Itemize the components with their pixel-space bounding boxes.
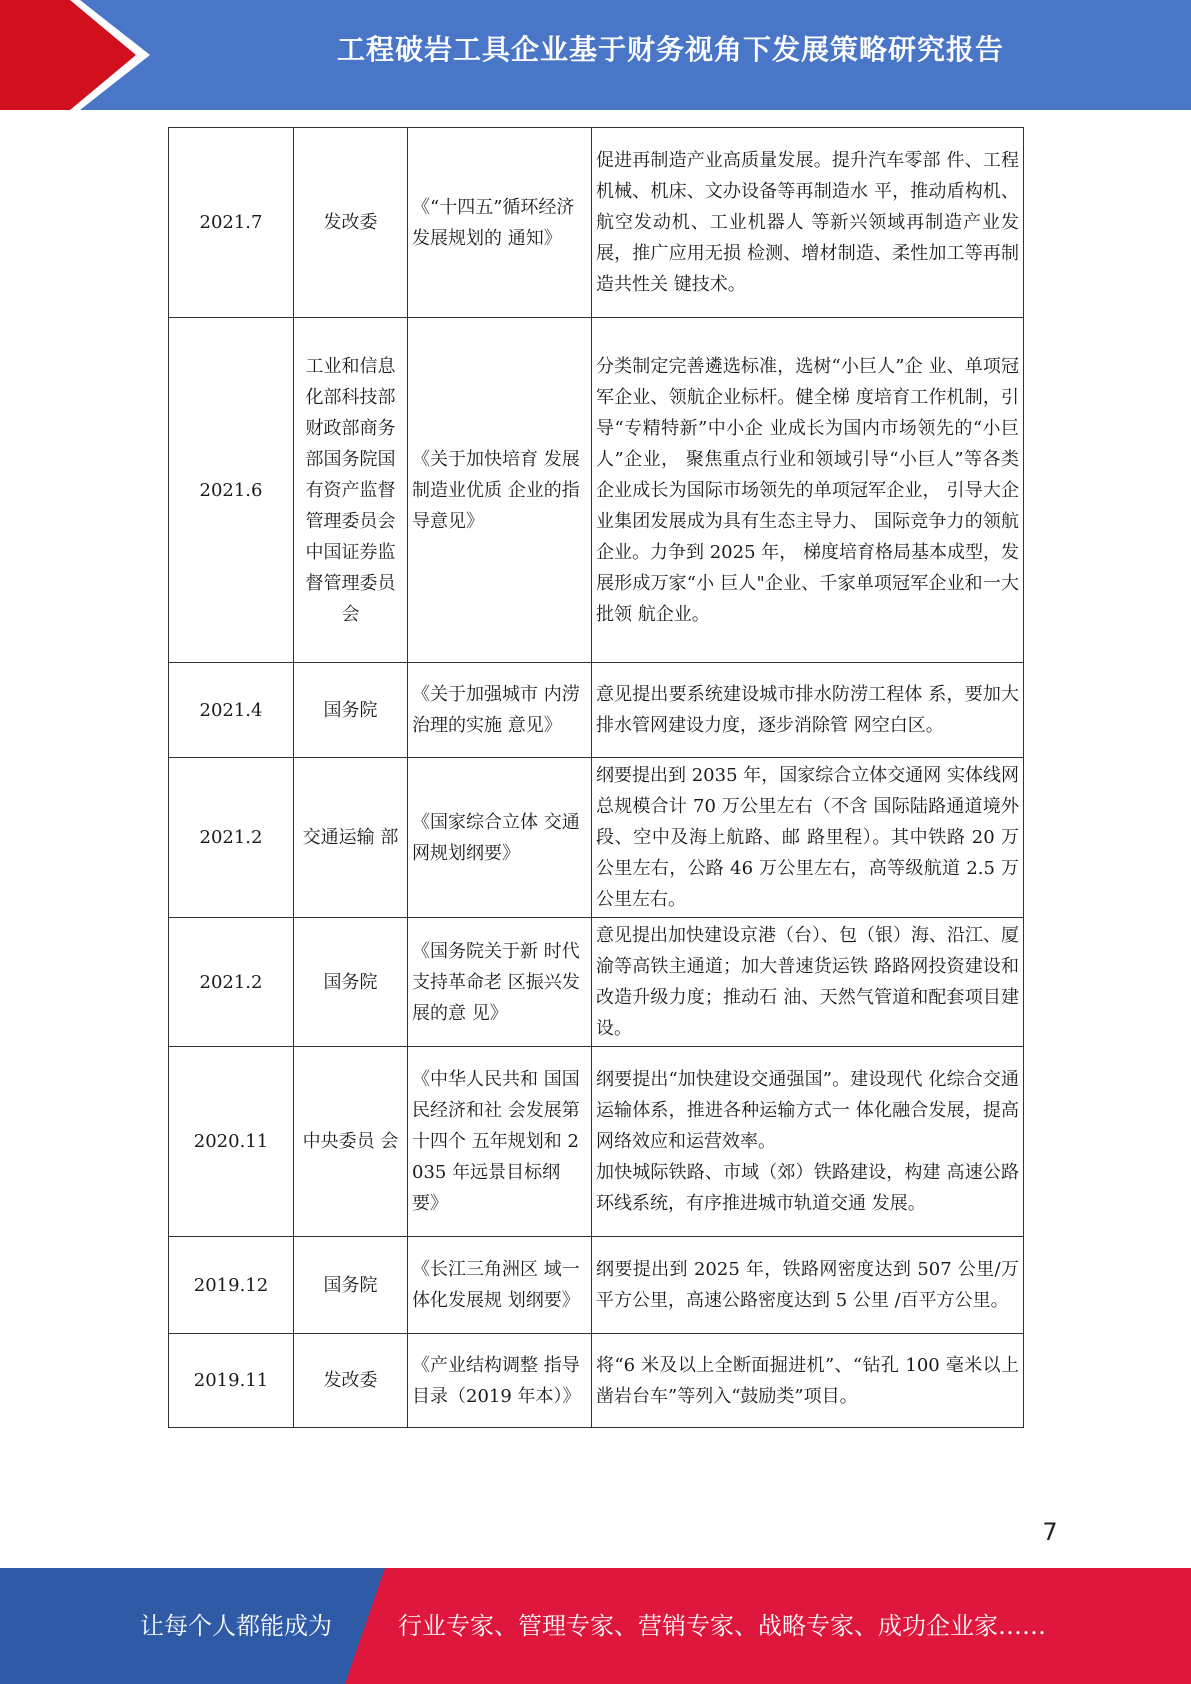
cell-content: 纲要提出到 2035 年，国家综合立体交通网 实体线网总规模合计 70 万公里左右（不含 国际陆路通道境外段、空中及海上航路、邮 路里程）。其中铁路 20 万公里左右，公路 46 万公里左右，高等级航道 2.5 万公里左右。 — [592, 758, 1024, 918]
header-red-chevron — [0, 0, 140, 110]
table-row — [169, 918, 1024, 1047]
cell-document: 《产业结构调整 指导目录（2019 年本）》 — [408, 1334, 592, 1428]
table-row — [169, 1334, 1024, 1428]
cell-document: 《国务院关于新 时代支持革命老 区振兴发展的意 见》 — [408, 918, 592, 1047]
table-row — [169, 1047, 1024, 1237]
table-row — [169, 318, 1024, 663]
page-header — [0, 0, 1191, 110]
cell-date: 2021.2 — [169, 918, 294, 1047]
table-row — [169, 1237, 1024, 1334]
cell-department: 中央委员 会 — [294, 1047, 408, 1237]
cell-content: 意见提出要系统建设城市排水防涝工程体 系，要加大排水管网建设力度，逐步消除管 网空白区。 — [592, 663, 1024, 758]
report-title: 工程破岩工具企业基于财务视角下发展策略研究报告 — [336, 33, 1004, 66]
cell-document: 《长江三角洲区 域一体化发展规 划纲要》 — [408, 1237, 592, 1334]
cell-department: 交通运输 部 — [294, 758, 408, 918]
cell-document: 《“十四五”循环经济发展规划的 通知》 — [408, 128, 592, 318]
policy-table — [168, 127, 1024, 1428]
cell-document: 《关于加强城市 内涝治理的实施 意见》 — [408, 663, 592, 758]
cell-department: 发改委 — [294, 128, 408, 318]
cell-date: 2019.12 — [169, 1237, 294, 1334]
cell-date: 2021.2 — [169, 758, 294, 918]
cell-date: 2020.11 — [169, 1047, 294, 1237]
cell-department: 发改委 — [294, 1334, 408, 1428]
page-footer — [0, 1568, 1191, 1684]
cell-department: 工业和信息化部科技部财政部商务部国务院国有资产监督管理委员会中国证券监督管理委员会 — [294, 318, 408, 663]
footer-slogan-right: 行业专家、管理专家、营销专家、战略专家、成功企业家…… — [398, 1612, 1046, 1640]
table-row — [169, 128, 1024, 318]
cell-content: 将“6 米及以上全断面掘进机”、“钻孔 100 毫米以上凿岩台车”等列入“鼓励类”项目。 — [592, 1334, 1024, 1428]
cell-document: 《国家综合立体 交通网规划纲要》 — [408, 758, 592, 918]
cell-date: 2021.4 — [169, 663, 294, 758]
cell-department: 国务院 — [294, 918, 408, 1047]
table-row — [169, 663, 1024, 758]
table-row — [169, 758, 1024, 918]
cell-content: 促进再制造产业高质量发展。提升汽车零部 件、工程机械、机床、文办设备等再制造水 平，推动盾构机、航空发动机、工业机器人 等新兴领域再制造产业发展，推广应用无损 检测、增材制造、柔性加工等再制造共性关 键技术。 — [592, 128, 1024, 318]
cell-department: 国务院 — [294, 663, 408, 758]
cell-content: 意见提出加快建设京港（台）、包（银）海、沿江、厦渝等高铁主通道；加大普速货运铁 路路网投资建设和改造升级力度；推动石 油、天然气管道和配套项目建设。 — [592, 918, 1024, 1047]
policy-table-container — [168, 127, 1023, 1428]
cell-document: 《中华人民共和 国国民经济和社 会发展第十四个 五年规划和 2035 年远景目标纲要》 — [408, 1047, 592, 1237]
cell-document: 《关于加快培育 发展制造业优质 企业的指导意见》 — [408, 318, 592, 663]
cell-date: 2021.7 — [169, 128, 294, 318]
cell-content: 分类制定完善遴选标准，选树“小巨人”企 业、单项冠军企业、领航企业标杆。健全梯 度培育工作机制，引导“专精特新”中小企 业成长为国内市场领先的“小巨人”企业， 聚焦重点行业和领域引导“小巨人”等各类 企业成长为国际市场领先的单项冠军企业， 引导大企业集团发展成为具有生态主导力、 国际竞争力的领航企业。力争到 2025 年， 梯度培育格局基本成型，发展形成万家“小 巨人"企业、千家单项冠军企业和一大批领 航企业。 — [592, 318, 1024, 663]
cell-department: 国务院 — [294, 1237, 408, 1334]
cell-date: 2019.11 — [169, 1334, 294, 1428]
cell-content: 纲要提出“加快建设交通强国”。建设现代 化综合交通运输体系，推进各种运输方式一 体化融合发展，提高网络效应和运营效率。 加快城际铁路、市域（郊）铁路建设，构建 高速公路环线系统，有序推进城市轨道交通 发展。 — [592, 1047, 1024, 1237]
page-number: 7 — [1042, 1518, 1058, 1546]
cell-content: 纲要提出到 2025 年，铁路网密度达到 507 公里/万平方公里，高速公路密度达到 5 公里 /百平方公里。 — [592, 1237, 1024, 1334]
cell-date: 2021.6 — [169, 318, 294, 663]
footer-slogan-left: 让每个人都能成为 — [140, 1612, 332, 1640]
